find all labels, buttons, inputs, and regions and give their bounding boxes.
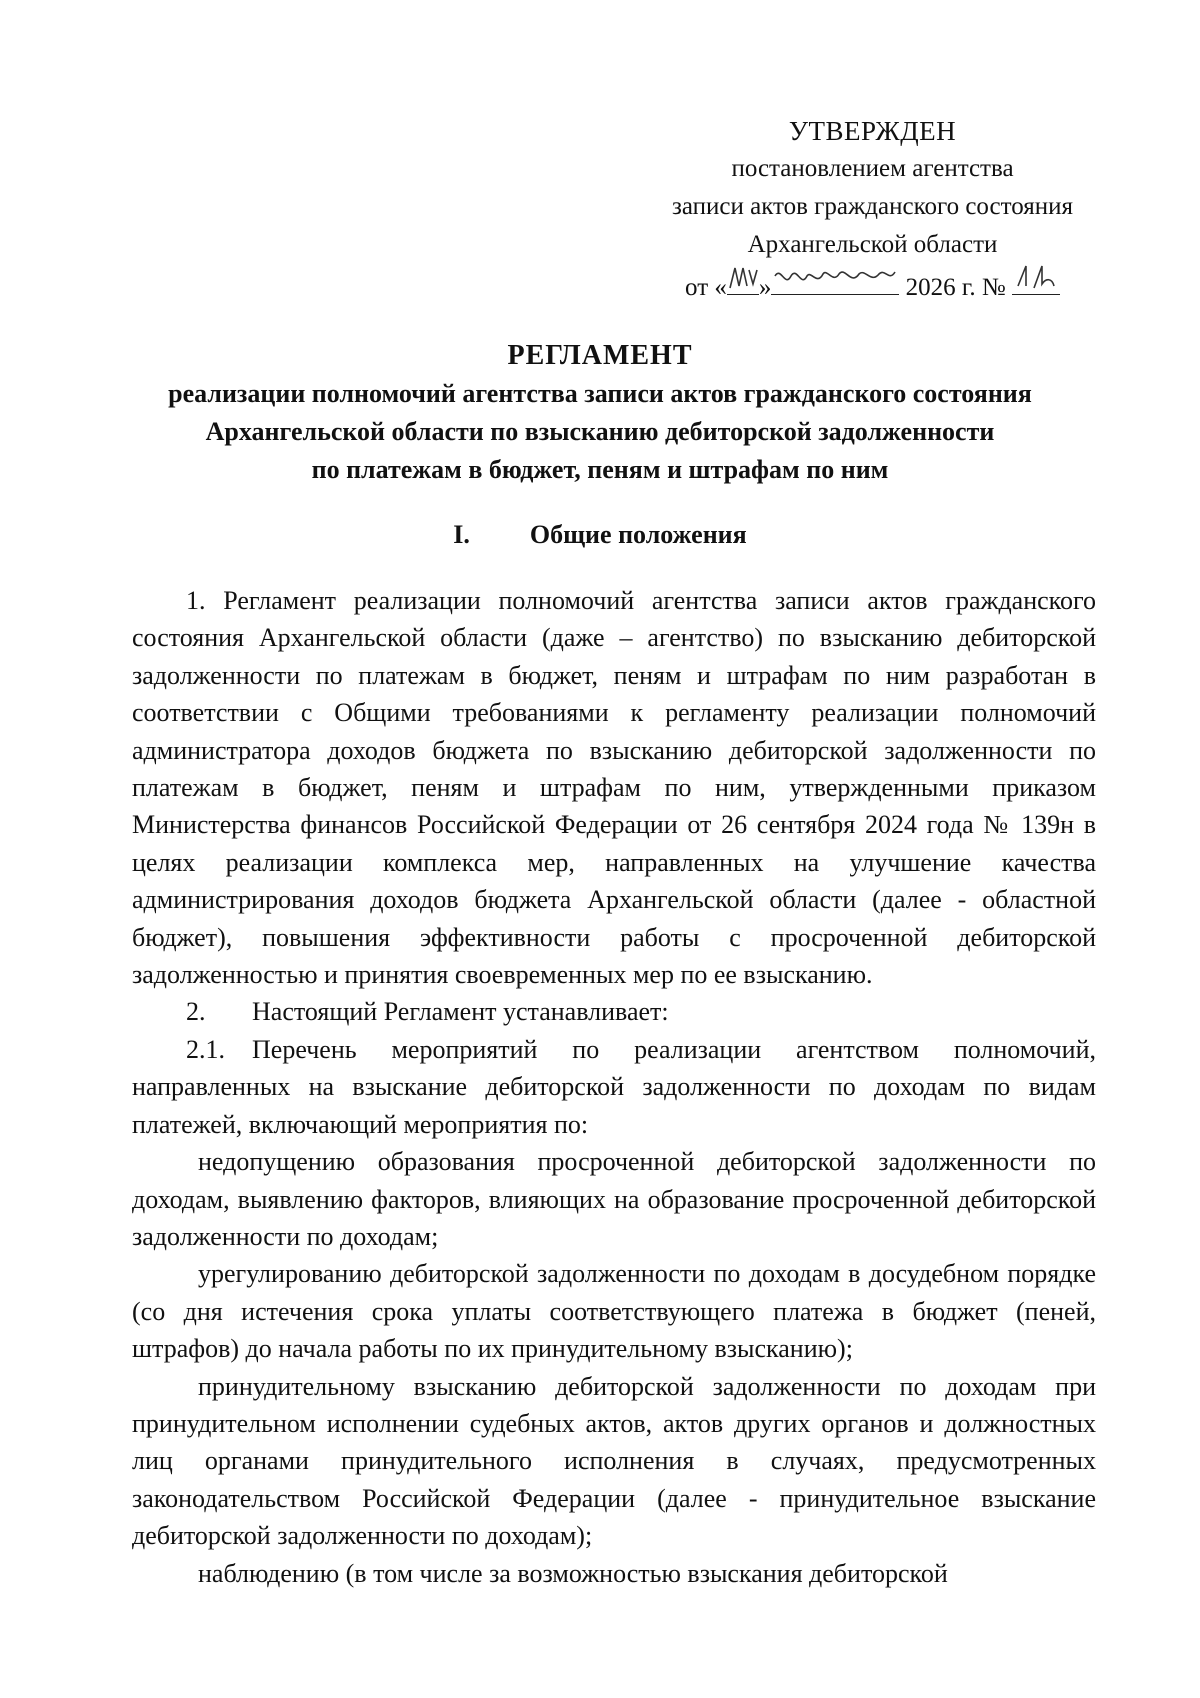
paragraph-2-1-text: Перечень мероприятий по реализации агентством полномочий, направленных на взыскание дебиторской задолженности по доходам по видам платежей, включающий мероприятия по: [132, 1034, 1096, 1139]
date-prefix: от « [685, 274, 727, 301]
list-item-enforcement: принудительному взысканию дебиторской задолженности по доходам при принудительном исполнении судебных актов, актов других органов и должностных лиц органами принудительного исполнения в случаях, предусмотренных законодательством Российской Федерации (далее - принудительное взыскание дебиторской задолженности по доходам); [132, 1371, 1096, 1551]
date-quote-close: » [758, 274, 772, 301]
paragraph-2 [132, 993, 1096, 1030]
title-line-1: реализации полномочий агентства записи актов гражданского состояния [168, 379, 1032, 408]
document-body [132, 582, 1096, 1592]
list-item-monitoring: наблюдению (в том числе за возможностью взыскания дебиторской [198, 1558, 948, 1588]
section-heading [120, 520, 1080, 550]
handwritten-day [727, 264, 759, 295]
date-year-number: 2026 г. № [905, 274, 1006, 301]
document-title [120, 337, 1080, 489]
title-line-3: по платежам в бюджет, пеням и штрафам по ним [311, 455, 889, 484]
section-title: Общие положения [529, 520, 747, 549]
title-main: РЕГЛАМЕНТ [507, 340, 693, 371]
handwritten-month-scribble [771, 262, 899, 292]
approval-line-2: записи актов гражданского состояния [671, 193, 1074, 220]
handwritten-month [771, 264, 899, 295]
paragraph-2-number: 2. [186, 997, 206, 1027]
title-line-2: Архангельской области по взысканию дебиторской задолженности [205, 417, 995, 446]
paragraph-2-text: Настоящий Регламент устанавливает: [252, 997, 669, 1027]
handwritten-number [1012, 264, 1060, 295]
handwritten-number-scribble [1012, 262, 1060, 292]
approval-block [600, 112, 1145, 307]
handwritten-day-scribble [727, 262, 759, 292]
approval-line-1: постановлением агентства [731, 155, 1014, 182]
list-item-pretrial: урегулированию дебиторской задолженности по доходам в досудебном порядке (со дня истечения срока уплаты соответствующего платежа в бюджет (пеней, штрафов) до начала работы по их принудительному взысканию); [132, 1259, 1096, 1364]
approval-line-3: Архангельской области [747, 231, 998, 258]
paragraph-2-1-number: 2.1. [186, 1034, 225, 1064]
list-item-prevention: недопущению образования просроченной дебиторской задолженности по доходам, выявлению факторов, влияющих на образование просроченной дебиторской задолженности по доходам; [132, 1147, 1096, 1251]
section-number: I. [453, 520, 470, 549]
paragraph-2-1 [132, 1031, 1096, 1143]
paragraph-1: 1. Регламент реализации полномочий агентства записи актов гражданского состояния Архангельской области (даже – агентство) по взысканию дебиторской задолженности по платежам в бюджет, пеням и штрафам по ним разработан в соответствии с Общими требованиями к регламенту реализации полномочий администратора доходов бюджета по взысканию дебиторской задолженности по платежам в бюджет, пеням и штрафам по ним, утвержденными приказом Министерства финансов Российской Федерации от 26 сентября 2024 года № 139н в целях реализации комплекса мер, направленных на улучшение качества администрирования доходов бюджета Архангельской области (далее - областной бюджет), повышения эффективности работы с просроченной дебиторской задолженностью и принятия своевременных мер по ее взысканию. [132, 586, 1096, 990]
approval-date-line [600, 264, 1145, 307]
approval-word: УТВЕРЖДЕН [788, 116, 957, 146]
